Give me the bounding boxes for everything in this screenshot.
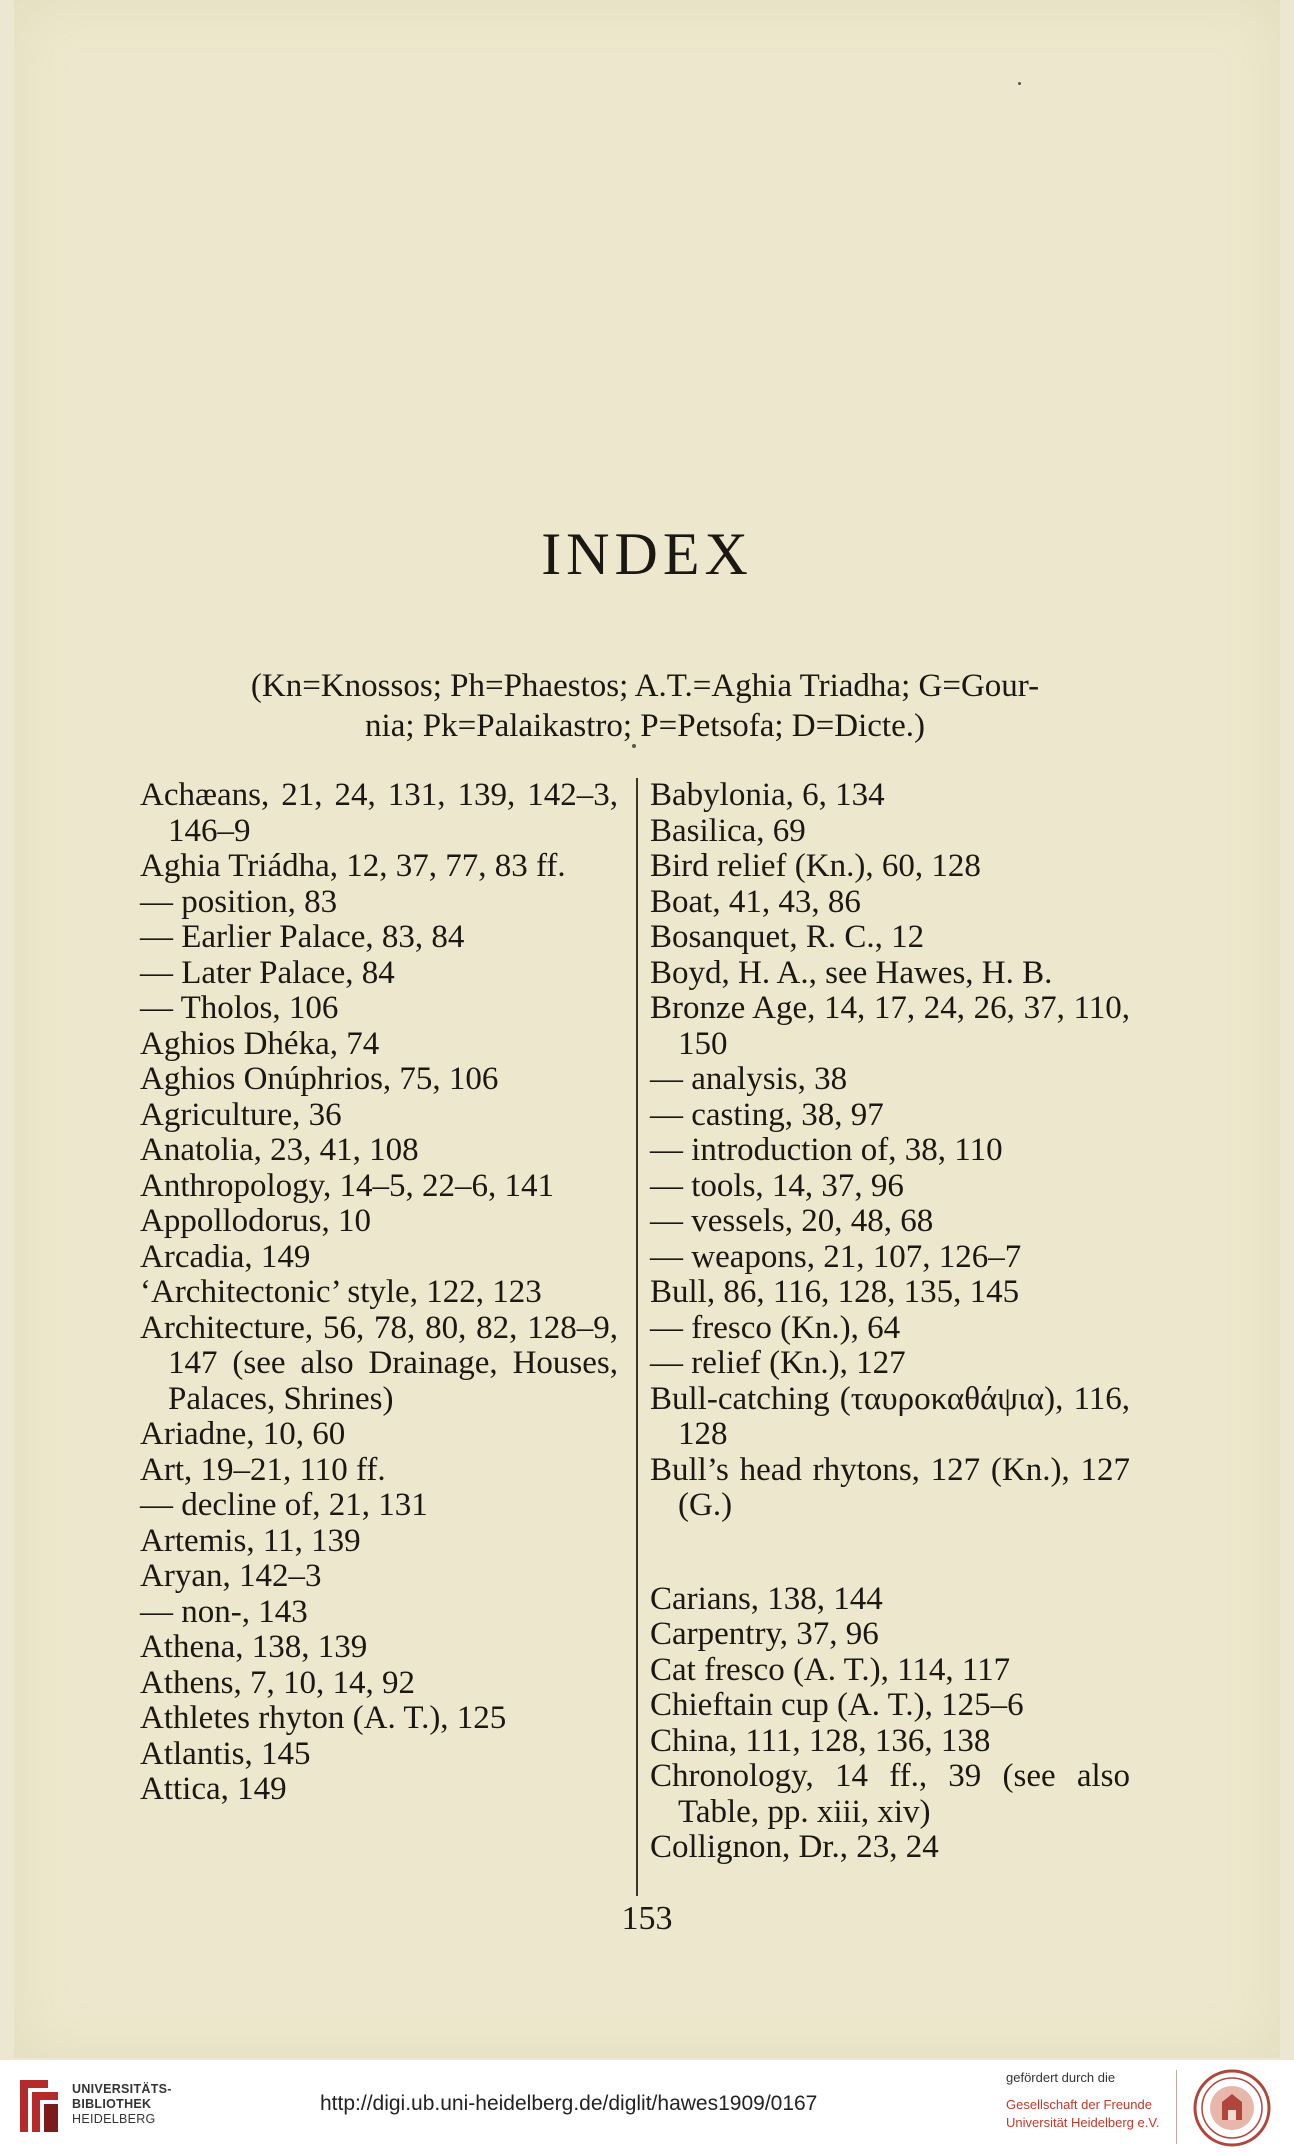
- index-entry: — vessels, 20, 48, 68: [650, 1203, 934, 1239]
- footer-divider: [1176, 2070, 1177, 2144]
- university-seal-icon: [1192, 2068, 1272, 2148]
- index-entry: Carpentry, 37, 96: [650, 1616, 879, 1652]
- index-entry: Chieftain cup (A. T.), 125–6: [650, 1687, 1024, 1723]
- library-name-line-3: HEIDELBERG: [72, 2112, 156, 2126]
- index-entry: Arcadia, 149: [140, 1238, 311, 1275]
- index-entry: Artemis, 11, 139: [140, 1522, 361, 1559]
- sponsor-name-line-2: Universität Heidelberg e.V.: [1006, 2115, 1160, 2130]
- index-entry: Appollodorus, 10: [140, 1203, 371, 1239]
- group-gap: [650, 1524, 1130, 1582]
- abbreviation-key: [140, 666, 1150, 746]
- index-entry: Athens, 7, 10, 14, 92: [140, 1664, 415, 1701]
- index-entry: Bull’s head rhytons, 127 (Kn.), 127 (G.): [650, 1451, 1130, 1523]
- index-entry: Aghia Triádha, 12, 37, 77, 83 ff.: [140, 848, 566, 884]
- index-entry: Attica, 149: [140, 1771, 287, 1807]
- index-entry: Aryan, 142–3: [140, 1558, 322, 1594]
- index-entry: Bronze Age, 14, 17, 24, 26, 37, 110, 150: [650, 990, 1130, 1062]
- index-entry: China, 111, 128, 136, 138: [650, 1722, 991, 1759]
- digitization-footer: [0, 2060, 1294, 2154]
- index-entry: — tools, 14, 37, 96: [650, 1167, 904, 1204]
- index-entry: — non-, 143: [140, 1593, 308, 1630]
- index-entry: — weapons, 21, 107, 126–7: [650, 1238, 1022, 1275]
- index-entry: Aghios Onúphrios, 75, 106: [140, 1061, 499, 1097]
- library-logo-icon: [14, 2076, 64, 2136]
- index-entry: — position, 83: [140, 883, 338, 920]
- sponsor-name: [1006, 2096, 1159, 2132]
- paper-speck: [1018, 82, 1021, 85]
- index-entry: Bosanquet, R. C., 12: [650, 919, 925, 955]
- sponsor-lead: gefördert durch die: [1006, 2070, 1116, 2085]
- index-entry: Chronology, 14 ff., 39 (see also Table, pp. xiii, xiv): [650, 1758, 1130, 1830]
- index-entry: — Earlier Palace, 83, 84: [140, 919, 465, 955]
- index-entry: Carians, 138, 144: [650, 1580, 883, 1617]
- index-entry: ‘Architectonic’ style, 122, 123: [140, 1274, 542, 1310]
- abbreviation-key-line-1: (Kn=Knossos; Ph=Phaestos; A.T.=Aghia Triadha; G=Gour-: [250, 668, 1040, 704]
- index-entry: — decline of, 21, 131: [140, 1487, 428, 1523]
- index-entry: Architecture, 56, 78, 80, 82, 128–9, 147 (see also Drainage, Houses, Palaces, Shrines): [140, 1309, 618, 1417]
- library-name-line-1: UNIVERSITÄTS-: [72, 2082, 172, 2096]
- index-entry: Bull, 86, 116, 128, 135, 145: [650, 1274, 1020, 1310]
- index-entry: Boyd, H. A., see Hawes, H. B.: [650, 954, 1053, 991]
- index-entry: — fresco (Kn.), 64: [650, 1309, 901, 1346]
- index-entry: Aghios Dhéka, 74: [140, 1025, 380, 1062]
- index-entry: Bull-catching (ταυροκαθάψια), 116, 128: [650, 1380, 1130, 1452]
- index-column-right: [650, 778, 1130, 1866]
- index-entry: Achæans, 21, 24, 131, 139, 142–3, 146–9: [140, 777, 618, 849]
- index-entry: — introduction of, 38, 110: [650, 1132, 1003, 1168]
- library-name: [72, 2082, 172, 2127]
- index-entry: Anatolia, 23, 41, 108: [140, 1132, 419, 1168]
- index-entry: Babylonia, 6, 134: [650, 777, 885, 813]
- index-entry: — relief (Kn.), 127: [650, 1345, 906, 1381]
- index-entry: Athena, 138, 139: [140, 1629, 368, 1665]
- index-entry: Agriculture, 36: [140, 1096, 342, 1133]
- index-entry: Art, 19–21, 110 ff.: [140, 1451, 386, 1488]
- index-group-b: [650, 778, 1130, 1524]
- index-title: INDEX: [541, 521, 753, 587]
- library-name-line-2: BIBLIOTHEK: [72, 2097, 152, 2111]
- sponsor-name-line-1: Gesellschaft der Freunde: [1006, 2097, 1152, 2112]
- index-entry: Basilica, 69: [650, 812, 806, 849]
- index-entry: Atlantis, 145: [140, 1735, 311, 1772]
- index-entry: Bird relief (Kn.), 60, 128: [650, 848, 981, 884]
- index-entry: Athletes rhyton (A. T.), 125: [140, 1700, 507, 1736]
- index-entry: Ariadne, 10, 60: [140, 1416, 346, 1452]
- index-entry: — Later Palace, 84: [140, 954, 395, 991]
- index-entry: — casting, 38, 97: [650, 1096, 884, 1133]
- index-group-c: [650, 1582, 1130, 1866]
- index-entry: Anthropology, 14–5, 22–6, 141: [140, 1167, 555, 1204]
- index-entry: Boat, 41, 43, 86: [650, 883, 861, 920]
- index-entry: Cat fresco (A. T.), 114, 117: [650, 1651, 1011, 1688]
- column-divider: [636, 778, 638, 1896]
- index-entry: — analysis, 38: [650, 1061, 848, 1097]
- index-column-left: [140, 778, 618, 1808]
- page-number: 153: [621, 1900, 673, 1937]
- index-entry: — Tholos, 106: [140, 990, 339, 1026]
- index-entry: Collignon, Dr., 23, 24: [650, 1829, 939, 1865]
- permalink-url[interactable]: http://digi.ub.uni-heidelberg.de/diglit/hawes1909/0167: [320, 2092, 818, 2115]
- abbreviation-key-line-2: nia; Pk=Palaikastro; P=Petsofa; D=Dicte.): [365, 708, 925, 744]
